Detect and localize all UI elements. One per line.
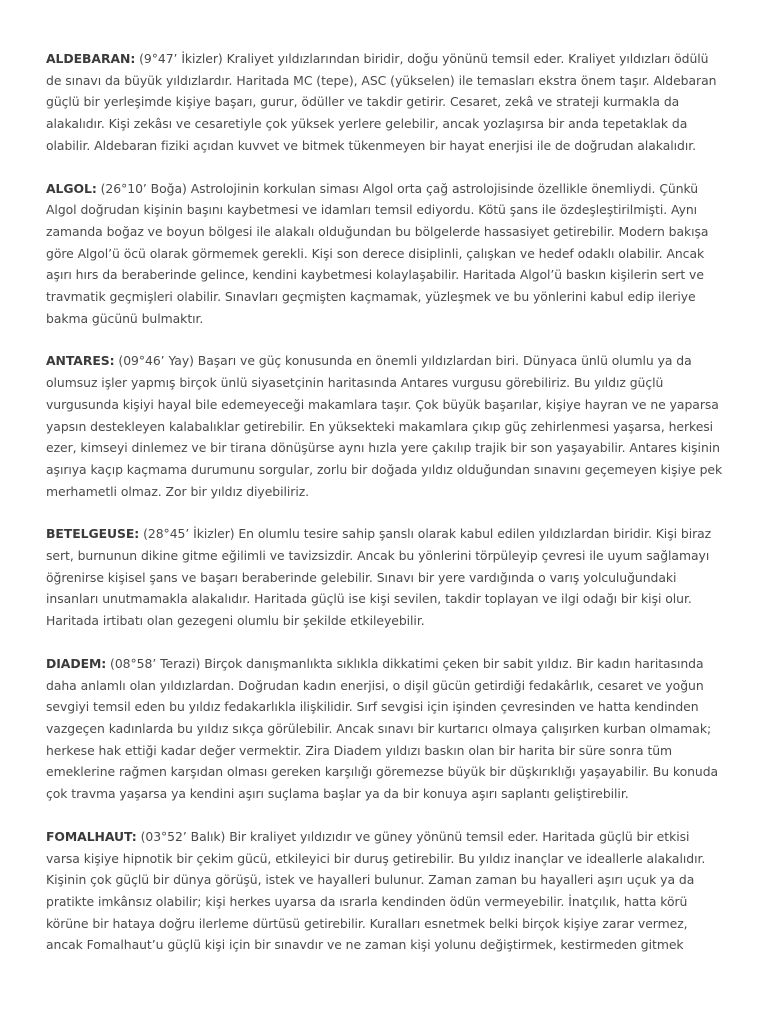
entry-aldebaran	[46, 48, 724, 157]
star-name: BETELGEUSE:	[46, 526, 140, 542]
star-description: (03°52’ Balık) Bir kraliyet yıldızıdır ve güney yönünü temsil eder. Haritada güçlü bir etkisi varsa kişiye hipnotik bir çekim gücü, etkileyici bir duruş getirebilir. Bu yıldız inançlar ve ideallerle alakalıdır. Kişinin çok güçlü bir dünya görüşü, istek ve hayalleri bulunur. Zaman zaman bu hayalleri aşırı uçuk ya da pratikte imkânsız olabilir; kişi herkes uyarsa da ısrarla kendinden ödün vermeyebilir. İnatçılık, hatta körü körüne bir hataya doğru ilerleme dürtüsü getirebilir. Kuralları esnetmek belki birçok kişiye zarar vermez, ancak Fomalhaut’u güçlü kişi için bir sınavdır ve ne zaman kişi yolunu değiştirmek, kestirmeden gitmek	[46, 828, 706, 953]
entry-fomalhaut	[46, 826, 724, 956]
entry-betelgeuse	[46, 523, 724, 632]
star-name: DIADEM:	[46, 655, 107, 671]
star-name: FOMALHAUT:	[46, 828, 137, 844]
star-name: ALGOL:	[46, 180, 97, 196]
entry-diadem	[46, 653, 724, 805]
star-description: (9°47’ İkizler) Kraliyet yıldızlarından biridir, doğu yönünü temsil eder. Kraliyet yıldızları ödülü de sınavı da büyük yıldızlardır. Haritada MC (tepe), ASC (yükselen) ile temasları ekstra önem taşır. Aldebaran güçlü bir yerleşimde kişiye başarı, gurur, ödüller ve takdir getirir. Cesaret, zekâ ve strateji kurmakla da alakalıdır. Kişi zekâsı ve cesaretiyle çok yüksek yerlere gelebilir, ancak yozlaşırsa bir anda tepetaklak da olabilir. Aldebaran fiziki açıdan kuvvet ve bitmek tükenmeyen bir hayat enerjisi ile de doğrudan alakalıdır.	[46, 51, 717, 153]
star-name: ALDEBARAN:	[46, 51, 136, 66]
star-description: (28°45’ İkizler) En olumlu tesire sahip şanslı olarak kabul edilen yıldızlardan biridir. Kişi biraz sert, burnunun dikine gitme eğilimli ve tavizsizdir. Ancak bu yönlerini törpüleyip çevresi ile uyum sağlamayı öğrenirse kişisel şans ve başarı beraberinde gelebilir. Sınavı bir yere vardığında o varış yolculuğundaki insanları unutmamakla alakalıdır. Haritada güçlü ise kişi sevilen, takdir toplayan ve ilgi odağı bir kişi olur. Haritada irtibatı olan gezegeni olumlu bir şekilde etkileyebilir.	[46, 526, 712, 629]
entry-algol	[46, 178, 724, 330]
star-description: (26°10’ Boğa) Astrolojinin korkulan siması Algol orta çağ astrolojisinde özellikle önemliydi. Çünkü Algol doğrudan kişinin başını kaybetmesi ve idamları temsil ediyordu. Kötü şans ile özdeşleştirilmişti. Aynı zamanda boğaz ve boyun bölgesi ile alakalı olduğundan bu bölgelerde hassasiyet getirebilir. Modern bakışa göre Algol’ü öcü olarak görmemek gerekli. Kişi son derece disiplinli, çalışkan ve hedef odaklı olabilir. Ancak aşırı hırs da beraberinde gelince, kendini kaybetmesi kolaylaşabilir. Haritada Algol’ü baskın kişilerin sert ve travmatik geçmişleri olabilir. Sınavları geçmişten kaçmamak, yüzleşmek ve bu yönlerini kabul edip ileriye bakma gücünü bulmaktır.	[46, 180, 709, 326]
star-description: (09°46’ Yay) Başarı ve güç konusunda en önemli yıldızlardan biri. Dünyaca ünlü olumlu ya da olumsuz işler yapmış birçok ünlü siyasetçinin haritasında Antares vurgusu görebiliriz. Bu yıldız güçlü vurgusunda kişiyi hayal bile edemeyeceği makamlara taşır. Çok büyük başarılar, kişiye hayran ve ne yaparsa yapsın destekleyen kalabalıklar getirebilir. En yüksekteki makamlara çıkıp güç zehirlenmesi yaşarsa, herkesi ezer, kimseyi dinlemez ve bir tirana dönüşürse aynı hızla yere çakılıp trajik bir son yaşayabilir. Antares kişinin aşırıya kaçıp kaçmama durumunu sorgular, zorlu bir doğada yıldız olduğundan sınavını geçemeyen kişiye pek merhametli olmaz. Zor bir yıldız diyebiliriz.	[46, 353, 723, 499]
star-name: ANTARES:	[46, 353, 115, 369]
entry-antares	[46, 350, 724, 502]
star-description: (08°58’ Terazi) Birçok danışmanlıkta sıklıkla dikkatimi çeken bir sabit yıldız. Bir kadın haritasında daha anlamlı olan yıldızlardan. Doğrudan kadın enerjisi, o dişil gücün getirdiği fedakârlık, cesaret ve yoğun sevgiyi temsil eden bu yıldız fedakarlıkla ilişkilidir. Sırf sevgisi için işinden çevresinden ve hatta kendinden vazgeçen kadınlarda bu yıldız sıkça görülebilir. Ancak sınavı bir kurtarıcı olmaya çalışırken kurban olmamak; herkese hak ettiği kadar değer vermektir. Zira Diadem yıldızı baskın olan bir harita bir süre sonra tüm emeklerine rağmen karşıdan olması gereken karşılığı göremezse büyük bir düşkırıklığı yaşayabilir. Bu konuda çok travma yaşarsa ya kendini aşırı suçlama başlar ya da bir konuya aşırı saplantı geliştirebilir.	[46, 655, 719, 802]
document-page	[46, 48, 724, 977]
